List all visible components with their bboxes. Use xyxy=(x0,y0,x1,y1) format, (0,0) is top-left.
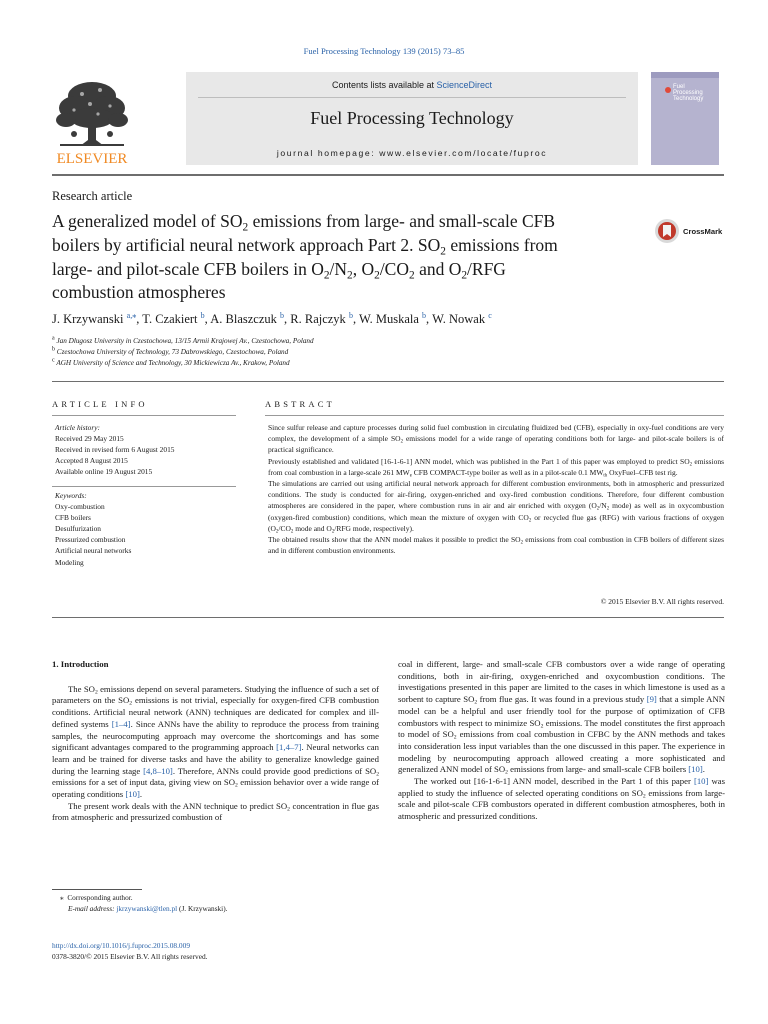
author-list: J. Krzywanski $^{a,⁎}$, T. Czakiert $^b$, A. Blaszczuk $^b$, R. Rajczyk $^b$, W. Muskala $^b$, W. Nowak $^c$ xyxy=(52,310,492,326)
author-email-link[interactable]: jkrzywanski@tlen.pl xyxy=(116,903,178,913)
keyword: Desulfurization xyxy=(55,524,101,534)
footnote-rule xyxy=(52,889,142,890)
keyword: Pressurized combustion xyxy=(55,535,126,545)
author-name[interactable]: R. Rajczyk xyxy=(290,312,346,326)
journal-homepage[interactable]: journal homepage: www.elsevier.com/locate/fuproc xyxy=(276,148,548,158)
issn-line: 0378-3820/© 2015 Elsevier B.V. All rights reserved. xyxy=(52,952,208,961)
history-item: Accepted 8 August 2015 xyxy=(55,456,128,466)
body-paragraph: The $SO_2$ emissions depend on several parameters. Studying the influence of such a set of parameters on the $SO_2$ emissions is not trivial, especially for oxygen-fired CFB combustion conditions. Artificial neural network (ANN) techniques are dedicated for complex and ill-defined systems [1–4]. Since ANNs have the ability to reproduce the process from training samples, the neurocomputing approach may overcome the shortcomings and has some significant advantages compared to the programming approach [1,4–7]. Neural networks can learn and be trained for diverse tasks and have the ability to generalize knowledge gained during the learning stage [4,8–10]. Therefore, ANNs could provide good predictions of $SO_2$ emissions for a set of input data, giving view on $SO_2$ emission behavior over a wide range of operating conditions [10]. xyxy=(52,683,380,800)
author-name[interactable]: W. Nowak xyxy=(432,312,486,326)
keyword: Artificial neural networks xyxy=(55,546,132,556)
cover-strip xyxy=(651,72,719,78)
doi-block xyxy=(52,940,208,962)
keywords-label: Keywords: xyxy=(55,491,87,500)
abstract-paragraph: The simulations are carried out using artificial neural network approach for different combustion environments, both in atmospheric and pressurized conditions. The study is conducted for air-firing, oxygen-enriched and oxy-fired combustion conditions. Therefore, four different combustion atmospheres are considered in the paper, where combustion runs in air and air enriched with oxygen ($O_2/N_2$ mode) as well as in oxycombustion (oxygen-fired combustion) conditions, which mean the mixture of oxygen with $CO_2$ or recycled flue gas (RFG) with various fractions of oxygen ($O_2/CO_2$ mode and $O_2$/RFG mode, respectively). xyxy=(268,479,724,535)
body-paragraph: coal in different, large- and small-scale CFB combustors over a wide range of operating conditions, both in air-firing, oxygen-enriched and oxycombustion conditions. The investigations presented in this paper are limited to the cases in which limestone is used as a sorbent to capture $SO_2$ from flue gas. It was found in a previous study [9] that a simple ANN model can be a helpful and user friendly tool for the purpose of optimization of CFB combustors with respect to minimize $SO_2$ emissions. The model constitutes the first approach to model of $SO_2$ emissions from coal combustion in CFBC by the ANN methods and takes into consideration less input variables than the one discussed in this paper. The experience in modeling by neurocomputing approach allowed creating a more sophisticated and generalized ANN model of $SO_2$ emissions from large- and small-scale CFB boilers [10]. xyxy=(398,659,726,777)
article-info-heading: ARTICLE INFO xyxy=(52,399,148,409)
author-name[interactable]: W. Muskala xyxy=(358,312,419,326)
contents-prefix: Contents lists available at xyxy=(331,80,437,90)
article-title xyxy=(52,210,642,305)
citation-link[interactable]: [10] xyxy=(688,764,703,775)
title-line-2: boilers by artificial neural network approach Part 2. $SO_2$ emissions from xyxy=(52,234,558,258)
email-note: E-mail address: jkrzywanski@tlen.pl (J. Krzywanski). xyxy=(68,903,228,913)
author-name[interactable]: A. Blaszczuk xyxy=(210,312,277,326)
affiliation-list xyxy=(52,336,314,370)
citation-link[interactable]: [9] xyxy=(646,694,657,705)
cover-title xyxy=(673,84,703,102)
keywords-rule xyxy=(52,486,236,487)
footnote xyxy=(60,893,227,915)
affiliation: $^a$ Jan Dlugosz University in Czestochowa, 13/15 Armii Krajowej Av., Czestochowa, Poland xyxy=(52,335,314,345)
author-affiliation-mark[interactable]: a,⁎ xyxy=(126,310,137,320)
journal-name: Fuel Processing Technology xyxy=(310,108,514,128)
cover-title-line: Fuel xyxy=(673,84,685,90)
section-heading-introduction: 1. Introduction xyxy=(52,659,109,669)
keyword: CFB boilers xyxy=(55,513,91,523)
article-type: Research article xyxy=(52,189,133,203)
body-column-left xyxy=(52,659,379,824)
citation-link[interactable]: [10] xyxy=(693,776,709,787)
history-item: Received in revised form 6 August 2015 xyxy=(55,445,175,455)
citation-link[interactable]: [1–4] xyxy=(111,718,131,729)
body-column-right xyxy=(398,659,725,823)
keyword: Oxy-combustion xyxy=(55,502,105,512)
abstract-end-rule xyxy=(52,617,724,618)
header-rule xyxy=(52,174,724,176)
citation-link[interactable]: [10] xyxy=(125,789,140,800)
history-item: Available online 19 August 2015 xyxy=(55,467,153,477)
abstract-rule xyxy=(265,415,724,416)
author-affiliation-mark[interactable]: c xyxy=(488,310,492,320)
history-label: Article history: xyxy=(55,423,100,432)
title-line-4: combustion atmospheres xyxy=(52,282,226,303)
crossmark-label[interactable]: CrossMark xyxy=(683,227,723,236)
author-affiliation-mark[interactable]: b xyxy=(280,310,285,320)
citation-link[interactable]: [4,8–10] xyxy=(143,765,173,776)
front-matter-rule xyxy=(52,381,724,382)
journal-cover-thumbnail[interactable] xyxy=(651,72,719,165)
article-info-rule xyxy=(52,415,236,416)
affiliation: $^b$ Czestochowa University of Technology, 73 Dabrowskiego, Czestochowa, Poland xyxy=(52,346,289,357)
contents-line xyxy=(186,80,638,90)
elsevier-logo xyxy=(52,74,132,166)
cover-title-line: Technology xyxy=(673,96,704,102)
cover-title-line: Processing xyxy=(673,90,703,96)
journal-reference[interactable] xyxy=(0,46,768,56)
title-line-1: A generalized model of $SO_2$ emissions from large- and small-scale CFB xyxy=(52,211,556,234)
author-affiliation-mark[interactable]: b xyxy=(200,310,205,320)
body-paragraph: The present work deals with the ANN technique to predict $SO_2$ concentration in flue gas from atmospheric and pressurized combustion of xyxy=(52,800,380,823)
abstract-paragraph: Previously established and validated [16-1-6-1] ANN model, which was published in the Part 1 of this paper was employed to predict $SO_2$ emissions from coal combustion in a large-scale 261 $MW_e$ CFB COMPACT-type boiler as well as in a pilot-scale 0.1 $MW_{th}$ OxyFuel–CFB test rig. xyxy=(268,456,724,479)
abstract-paragraph: Since sulfur release and capture processes during solid fuel combustion in circulating fluidized bed (CFB), especially in oxy-fuel conditions are very complex, the development of a simple $SO_2$ emissions model for a wide range of operating conditions both for large- and pilot-scale boilers is of practical significance. xyxy=(268,423,725,455)
elsevier-wordmark: ELSEVIER xyxy=(56,151,128,166)
author-affiliation-mark[interactable]: b xyxy=(348,310,353,320)
body-paragraph: The worked out [16-1-6-1] ANN model, described in the Part 1 of this paper [10] was applied to study the influence of selected operating conditions on $SO_2$ emissions from large-scale and pilot-scale CFB combustors operated in different combustion atmospheres, both in atmospheric and pressurized conditions. xyxy=(398,776,725,822)
abstract-copyright: © 2015 Elsevier B.V. All rights reserved. xyxy=(600,597,724,606)
sciencedirect-link[interactable]: ScienceDirect xyxy=(436,80,493,90)
history-item: Received 29 May 2015 xyxy=(55,434,124,444)
corresponding-author-note: ⁎ Corresponding author. xyxy=(60,893,133,902)
header-divider xyxy=(198,97,626,98)
author-name[interactable]: J. Krzywanski xyxy=(52,312,124,326)
doi-link[interactable]: http://dx.doi.org/10.1016/j.fuproc.2015.08.009 xyxy=(52,941,191,950)
affiliation: $^c$ AGH University of Science and Technology, 30 Mickiewicza Av., Krakow, Poland xyxy=(52,358,290,368)
cover-emblem-icon xyxy=(665,87,671,93)
keyword: Modeling xyxy=(55,557,84,567)
abstract-heading: ABSTRACT xyxy=(265,399,335,409)
keyword-list xyxy=(55,490,235,568)
title-line-3: large- and pilot-scale CFB boilers in $O_2/N_2$, $O_2/CO_2$ and $O_2$/RFG xyxy=(52,258,506,281)
journal-reference-link[interactable]: Fuel Processing Technology 139 (2015) 73–85 xyxy=(303,46,465,56)
abstract-paragraph: The obtained results show that the ANN model makes it possible to predict the $SO_2$ emissions from coal combustion in CFB boilers of different sizes and in different combustion environments. xyxy=(268,535,724,556)
article-history xyxy=(55,422,235,477)
author-name[interactable]: T. Czakiert xyxy=(142,312,198,326)
author-affiliation-mark[interactable]: b xyxy=(422,310,427,320)
abstract-body xyxy=(268,422,724,556)
citation-link[interactable]: [1,4–7] xyxy=(276,742,302,753)
journal-header xyxy=(186,72,638,165)
